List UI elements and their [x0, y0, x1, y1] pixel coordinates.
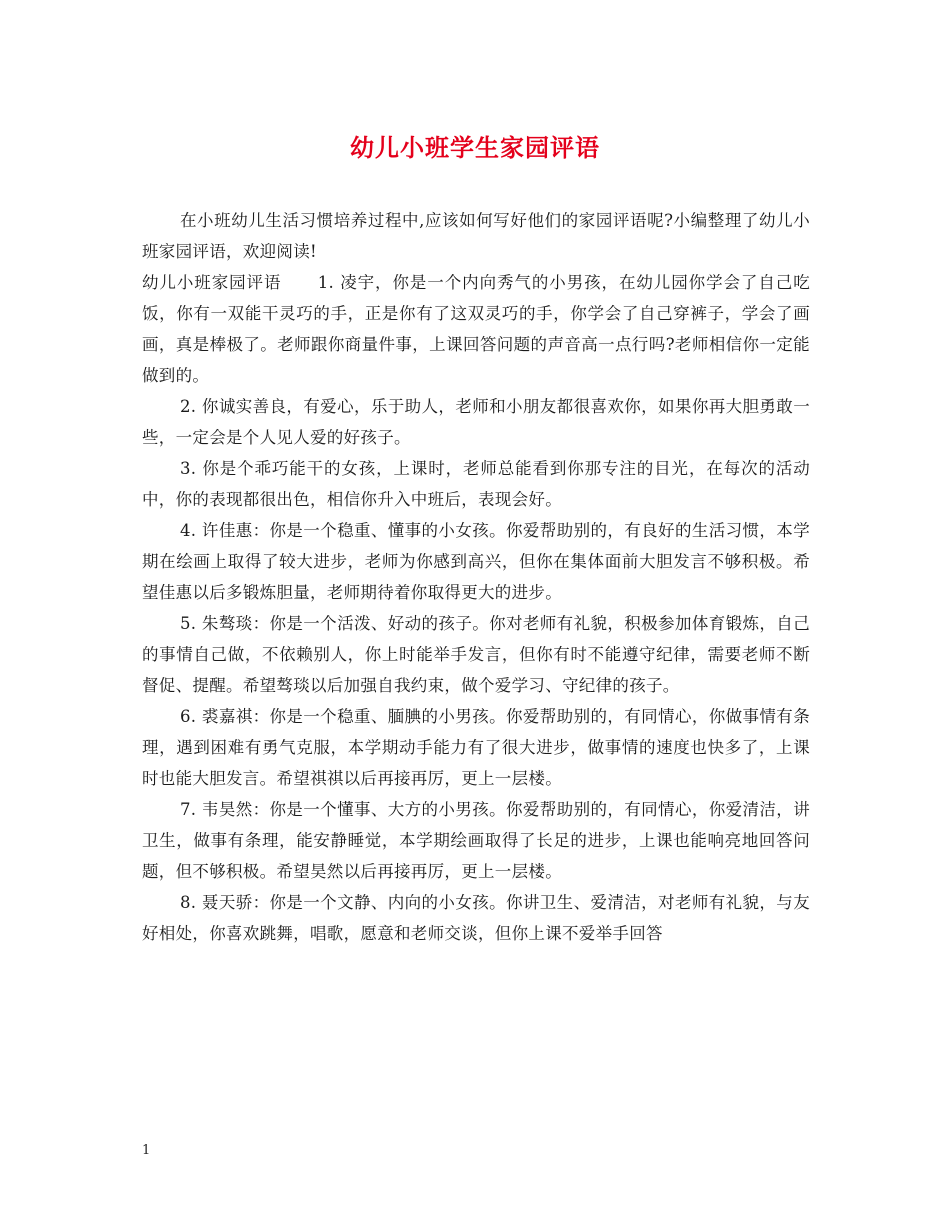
document-title: 幼儿小班学生家园评语 [350, 133, 600, 162]
comment-paragraph-1 [142, 267, 810, 391]
comment-text-1: 1. 凌宇，你是一个内向秀气的小男孩，在幼儿园你学会了自己吃饭，你有一双能干灵巧的手，正是你有了这双灵巧的手，你学会了自己穿裤子，学会了画画，真是棒极了。老师跟你商量件事，上课回答问题的声音高一点行吗?老师相信你一定能做到的。 [142, 273, 810, 385]
intro-paragraph: 在小班幼儿生活习惯培养过程中,应该如何写好他们的家园评语呢?小编整理了幼儿小班家园评语，欢迎阅读! [142, 211, 810, 261]
comment-paragraph-3: 3. 你是个乖巧能干的女孩，上课时，老师总能看到你那专注的目光，在每次的活动中，你的表现都很出色，相信你升入中班后，表现会好。 [142, 459, 810, 509]
comment-paragraph-8: 8. 聂天骄：你是一个文静、内向的小女孩。你讲卫生、爱清洁，对老师有礼貌，与友好相处，你喜欢跳舞，唱歌，愿意和老师交谈，但你上课不爱举手回答 [142, 893, 810, 943]
document-body [142, 205, 810, 949]
comment-paragraph-2: 2. 你诚实善良，有爱心，乐于助人，老师和小朋友都很喜欢你，如果你再大胆勇敢一些，一定会是个人见人爱的好孩子。 [142, 397, 810, 447]
section-label: 幼儿小班家园评语 [142, 273, 282, 292]
comment-paragraph-7: 7. 韦昊然：你是一个懂事、大方的小男孩。你爱帮助别的，有同情心，你爱清洁，讲卫生，做事有条理，能安静睡觉，本学期绘画取得了长足的进步，上课也能响亮地回答问题，但不够积极。希望昊然以后再接再厉，更上一层楼。 [142, 800, 810, 881]
comment-paragraph-4: 4. 许佳惠：你是一个稳重、懂事的小女孩。你爱帮助别的，有良好的生活习惯，本学期在绘画上取得了较大进步，老师为你感到高兴，但你在集体面前大胆发言不够积极。希望佳惠以后多锻炼胆量，老师期待着你取得更大的进步。 [142, 521, 810, 602]
page-number: 1 [142, 1143, 151, 1158]
comment-paragraph-5: 5. 朱骜琰：你是一个活泼、好动的孩子。你对老师有礼貌，积极参加体育锻炼，自己的事情自己做，不依赖别人，你上时能举手发言，但你有时不能遵守纪律，需要老师不断督促、提醒。希望骜琰以后加强自我约束，做个爱学习、守纪律的孩子。 [142, 614, 810, 695]
comment-paragraph-6: 6. 裘嘉祺：你是一个稳重、腼腆的小男孩。你爱帮助别的，有同情心，你做事情有条理，遇到困难有勇气克服，本学期动手能力有了很大进步，做事情的速度也快多了，上课时也能大胆发言。希望祺祺以后再接再厉，更上一层楼。 [142, 707, 810, 788]
